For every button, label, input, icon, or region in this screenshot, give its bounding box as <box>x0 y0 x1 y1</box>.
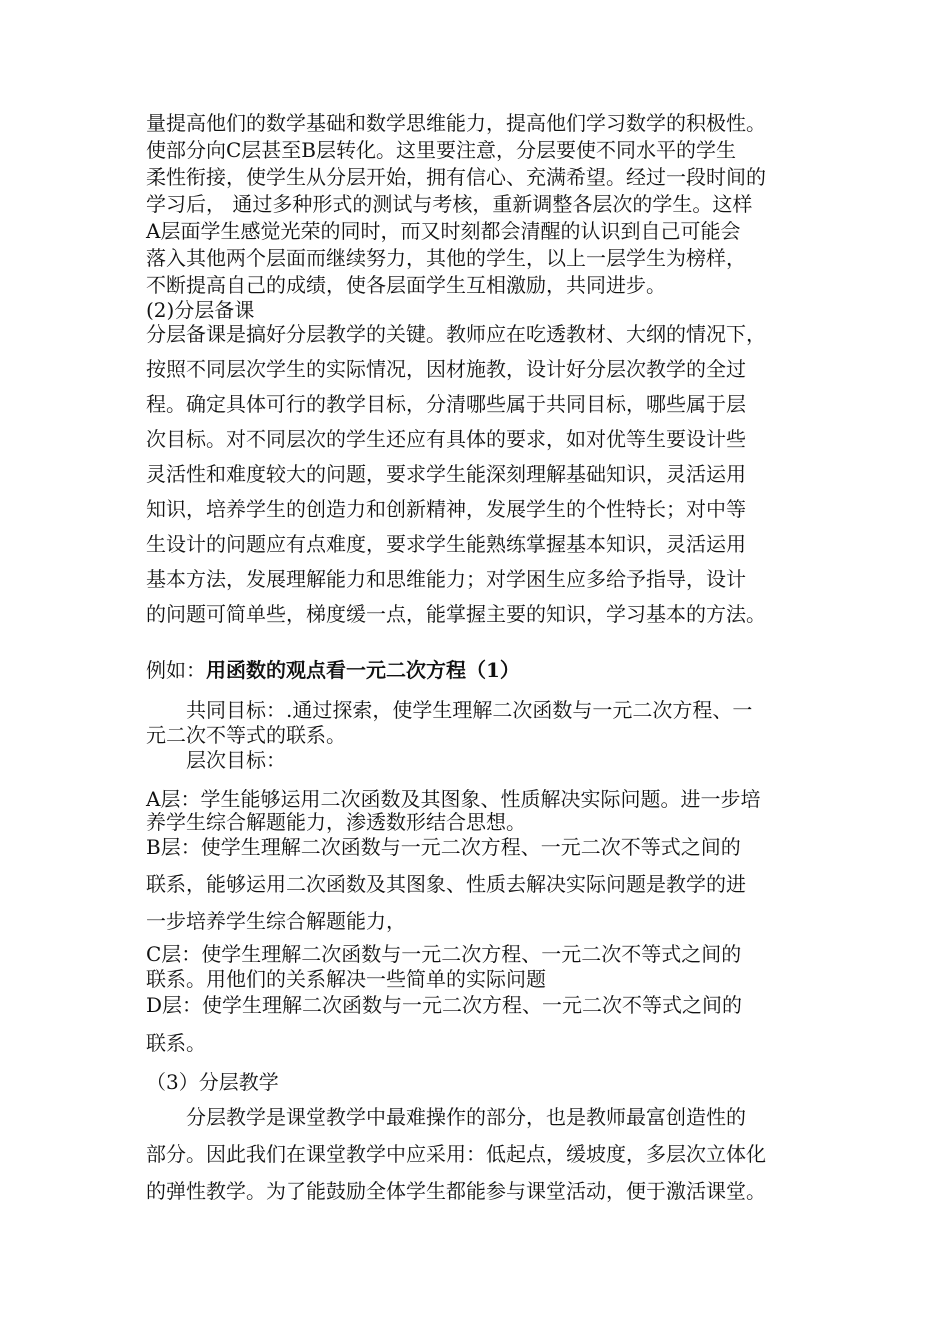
section2-line: 程。确定具体可行的教学目标，分清哪些属于共同目标，哪些属于层 <box>146 392 746 416</box>
section2-line: 分层备课是搞好分层教学的关键。教师应在吃透教材、大纲的情况下， <box>146 322 766 346</box>
section3-line: 部分。因此我们在课堂教学中应采用：低起点，缓坡度，多层次立体化 <box>146 1142 766 1166</box>
section3-line: 分层教学是课堂教学中最难操作的部分，也是教师最富创造性的 <box>186 1105 746 1129</box>
example-title: 用函数的观点看一元二次方程（1） <box>206 658 520 682</box>
level-a-line: A层：学生能够运用二次函数及其图象、性质解决实际问题。进一步培 <box>146 787 761 811</box>
intro-line: 落入其他两个层面而继续努力，其他的学生，以上一层学生为榜样， <box>146 246 746 270</box>
section2-line: 的问题可简单些，梯度缓一点，能掌握主要的知识，学习基本的方法。 <box>146 602 766 626</box>
common-goal-line: 元二次不等式的联系。 <box>146 723 346 747</box>
intro-line: 量提高他们的数学基础和数学思维能力，提高他们学习数学的积极性。 <box>146 111 766 135</box>
common-goal-line: 共同目标：.通过探索，使学生理解二次函数与一元二次方程、一 <box>186 698 753 722</box>
intro-line: 不断提高自己的成绩，使各层面学生互相激励，共同进步。 <box>146 273 666 297</box>
intro-line: 学习后， 通过多种形式的测试与考核，重新调整各层次的学生。这样 <box>146 192 753 216</box>
example-heading <box>146 658 816 682</box>
level-c-line: C层：使学生理解二次函数与一元二次方程、一元二次不等式之间的 <box>146 942 742 966</box>
section2-line: 知识，培养学生的创造力和创新精神，发展学生的个性特长；对中等 <box>146 497 746 521</box>
section2-line: 灵活性和难度较大的问题，要求学生能深刻理解基础知识，灵活运用 <box>146 462 746 486</box>
section3-line: 的弹性教学。为了能鼓励全体学生都能参与课堂活动，便于激活课堂。 <box>146 1179 766 1203</box>
section2-line: 按照不同层次学生的实际情况，因材施教，设计好分层次教学的全过 <box>146 357 746 381</box>
section2-line: 次目标。对不同层次的学生还应有具体的要求，如对优等生要设计些 <box>146 427 746 451</box>
section3-heading: （3）分层教学 <box>146 1070 279 1094</box>
level-b-line: 联系，能够运用二次函数及其图象、性质去解决实际问题是教学的进 <box>146 872 746 896</box>
section2-line: 基本方法，发展理解能力和思维能力；对学困生应多给予指导，设计 <box>146 567 746 591</box>
intro-line: A层面学生感觉光荣的同时，而又时刻都会清醒的认识到自己可能会 <box>146 219 741 243</box>
section2-line: 生设计的问题应有点难度，要求学生能熟练掌握基本知识，灵活运用 <box>146 532 746 556</box>
example-prefix: 例如： <box>146 658 206 682</box>
level-a-line: 养学生综合解题能力，渗透数形结合思想。 <box>146 810 526 834</box>
level-goal-label: 层次目标： <box>186 748 286 772</box>
section2-heading: (2)分层备课 <box>146 298 255 322</box>
level-d-line: 联系。 <box>146 1031 206 1055</box>
level-b-line: 一步培养学生综合解题能力， <box>146 909 406 933</box>
level-d-line: D层：使学生理解二次函数与一元二次方程、一元二次不等式之间的 <box>146 993 743 1017</box>
level-b-line: B层：使学生理解二次函数与一元二次方程、一元二次不等式之间的 <box>146 835 741 859</box>
level-c-line: 联系。用他们的关系解决一些简单的实际问题 <box>146 967 546 991</box>
intro-line: 柔性衔接，使学生从分层开始，拥有信心、充满希望。经过一段时间的 <box>146 165 766 189</box>
intro-line: 使部分向C层甚至B层转化。这里要注意，分层要使不同水平的学生 <box>146 138 736 162</box>
